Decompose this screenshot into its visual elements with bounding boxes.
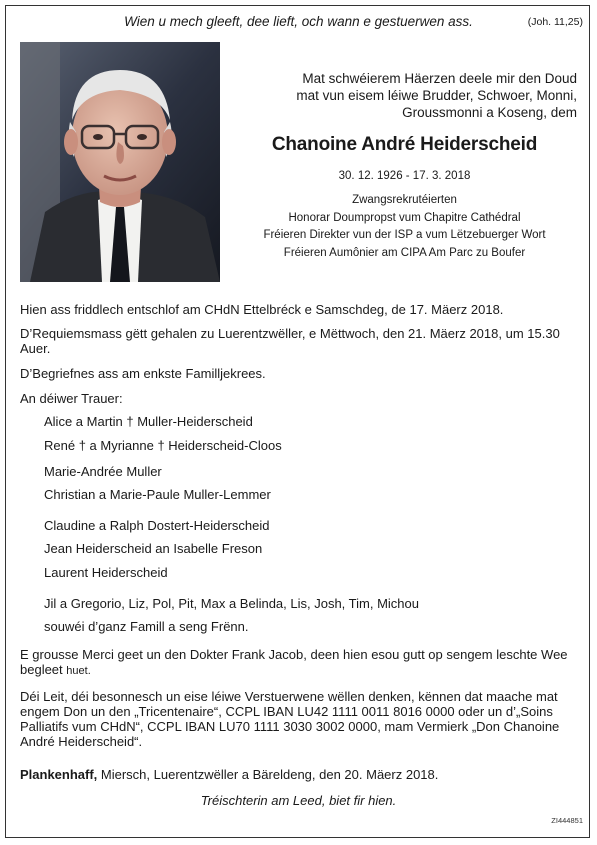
mourner-line: René † a Myrianne † Heiderscheid-Cloos bbox=[44, 438, 282, 453]
bible-verse: Wien u mech gleeft, dee lieft, och wann e gestuerwen ass. bbox=[124, 14, 473, 29]
mourner-line: Marie-Andrée Muller bbox=[44, 464, 162, 479]
mourner-line: Jil a Gregorio, Liz, Pol, Pit, Max a Belinda, Lis, Josh, Tim, Michou bbox=[44, 596, 419, 611]
thanks-paragraph bbox=[20, 647, 576, 679]
deceased-name: Chanoine André Heiderscheid bbox=[271, 134, 538, 155]
closing-place: Plankenhaff, bbox=[20, 767, 98, 782]
deceased-titles bbox=[232, 192, 577, 262]
thanks-text: E grousse Merci geet un den Dokter Frank Jacob, deen hien esou gutt op sengem leschte Wee begleet bbox=[20, 647, 568, 677]
death-notice-paragraph: Hien ass friddlech entschlof am CHdN Ettelbréck e Samschdeg, de 17. Mäerz 2018. bbox=[20, 302, 504, 317]
closing-rest: Miersch, Luerentzwëller a Bäreldeng, den 20. Mäerz 2018. bbox=[97, 767, 439, 782]
mourner-line: Alice a Martin † Muller-Heiderscheid bbox=[44, 414, 253, 429]
mourner-line: souwéi d’ganz Famill a seng Frënn. bbox=[44, 619, 249, 634]
requiem-paragraph: D’Requiemsmass gëtt gehalen zu Luerentzwëller, e Mëttwoch, den 21. Mäerz 2018, um 15.30 Auer. bbox=[20, 326, 560, 356]
title-line: Zwangsrekrutéierten bbox=[352, 194, 457, 206]
intro-line: mat vun eisem léiwe Brudder, Schwoer, Monni, bbox=[296, 88, 577, 103]
intro-line: Mat schwéierem Häerzen deele mir den Doud bbox=[302, 71, 577, 86]
thanks-end: huet. bbox=[66, 665, 91, 677]
intro-line: Groussmonni a Koseng, dem bbox=[402, 105, 577, 120]
title-line: Fréieren Direkter vun der ISP a vum Lëtzebuerger Wort bbox=[263, 229, 546, 241]
mourners-heading: An déiwer Trauer: bbox=[20, 391, 123, 406]
title-line: Fréieren Aumônier am CIPA Am Parc zu Boufer bbox=[283, 246, 526, 259]
burial-paragraph: D’Begriefnes ass am enkste Familljekrees. bbox=[20, 366, 266, 381]
final-prayer: Tréischterin am Leed, biet fir hien. bbox=[200, 793, 397, 808]
mourner-line: Laurent Heiderscheid bbox=[44, 565, 168, 580]
mourner-line: Claudine a Ralph Dostert-Heiderscheid bbox=[44, 518, 270, 533]
title-line: Honorar Doumpropst vum Chapitre Cathédral bbox=[288, 211, 521, 224]
portrait-illustration bbox=[20, 42, 220, 282]
closing-line bbox=[20, 767, 438, 782]
portrait-photo bbox=[20, 42, 220, 282]
intro-announcement bbox=[232, 70, 577, 121]
mourner-line: Jean Heiderscheid an Isabelle Freson bbox=[44, 541, 263, 556]
mourner-line: Christian a Marie-Paule Muller-Lemmer bbox=[44, 487, 271, 502]
bible-verse-reference: (Joh. 11,25) bbox=[527, 16, 583, 28]
life-dates: 30. 12. 1926 - 17. 3. 2018 bbox=[338, 170, 471, 182]
reference-code: ZI444851 bbox=[551, 816, 583, 825]
donation-paragraph: Déi Leit, déi besonnesch un eise léiwe Verstuerwene wëllen denken, kënnen dat maache mat engem Don un den „Tricentenaire“, CCPL IBAN LU42 1111 0011 8016 0000 oder un d’„Soins Palliatifs vum CHdN“, CCPL IBAN LU70 1111 3030 3002 0000, mam Vermierk „Don Chanoine André Heiderscheid“. bbox=[20, 689, 560, 749]
